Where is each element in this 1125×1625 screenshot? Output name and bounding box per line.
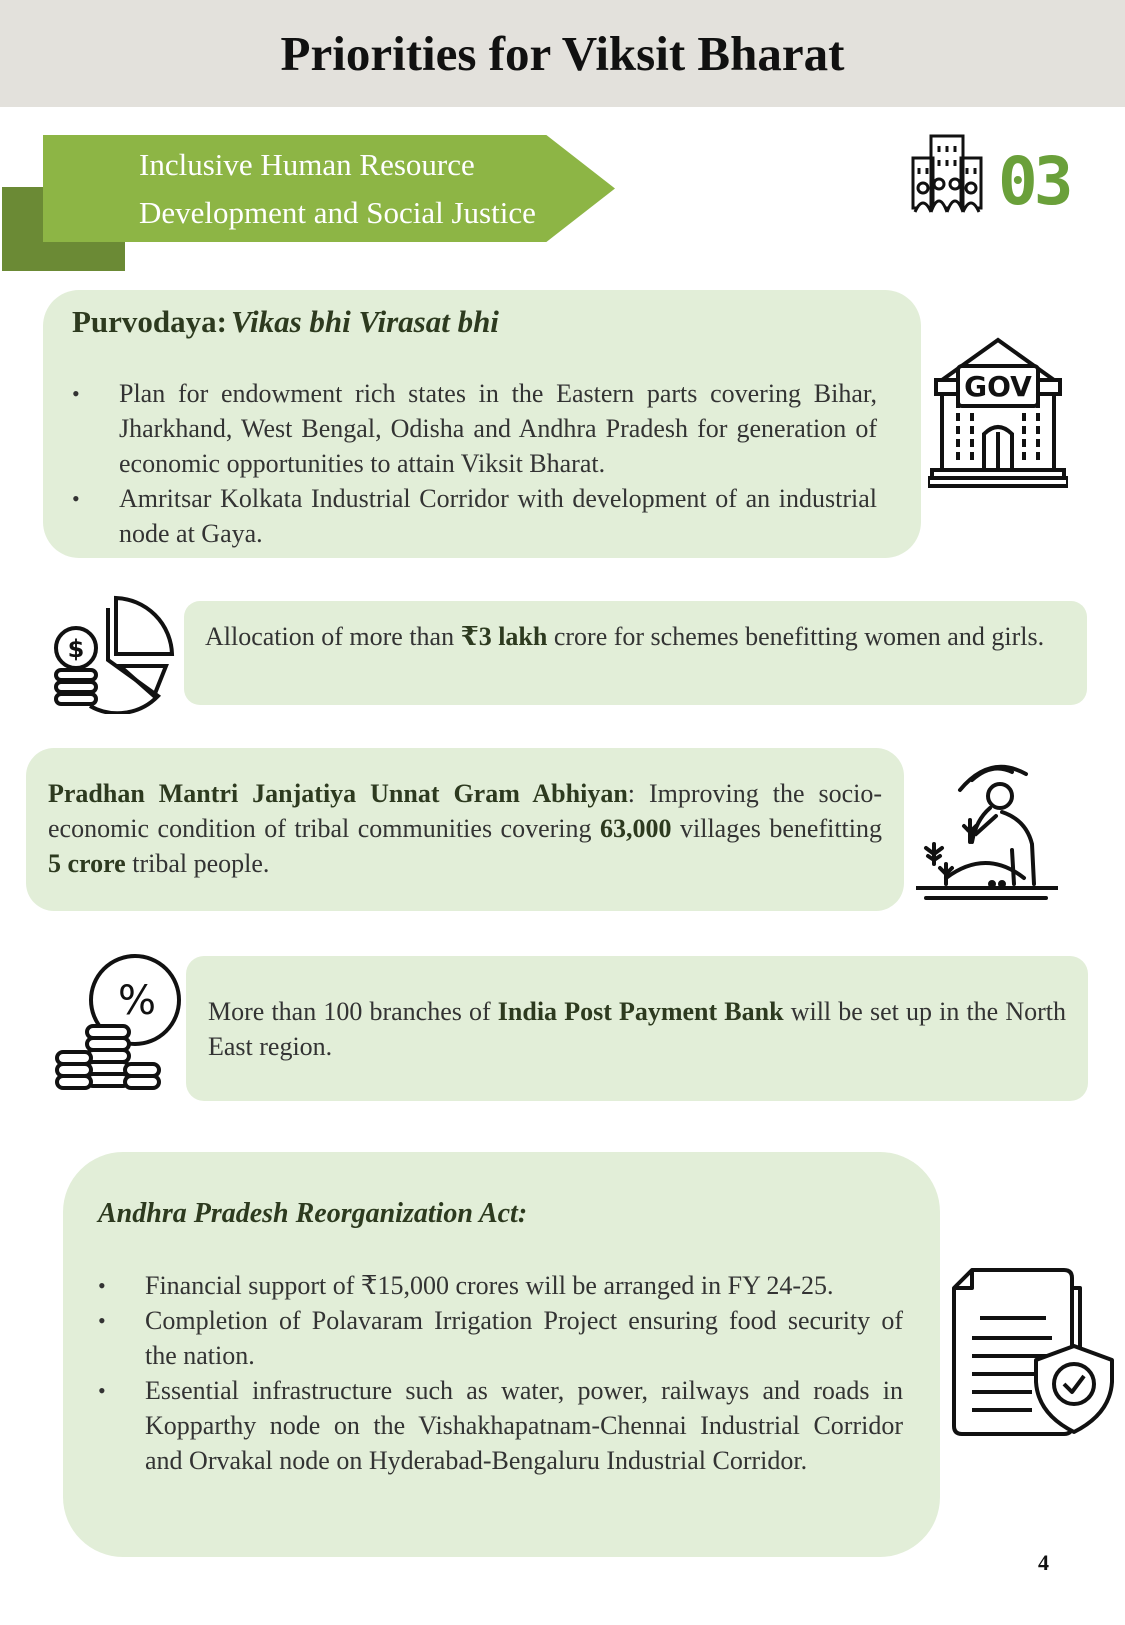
andhra-card bbox=[63, 1152, 940, 1557]
gov-label: GOV bbox=[964, 370, 1032, 403]
andhra-bullet: • Financial support of ₹15,000 crores will be arranged in FY 24-25. bbox=[98, 1268, 903, 1303]
section-title-line1: Inclusive Human Resource bbox=[139, 147, 475, 182]
tribal-people: 5 crore bbox=[48, 849, 126, 878]
purvodaya-title: Purvodaya: bbox=[72, 304, 227, 339]
post-bank-name: India Post Payment Bank bbox=[497, 997, 784, 1026]
tribal-text-3: tribal people. bbox=[125, 849, 270, 878]
farmer-icon bbox=[916, 760, 1058, 900]
percent-sign: % bbox=[117, 978, 157, 1024]
dollar-sign: $ bbox=[67, 635, 85, 663]
post-bank-text-post: will be set up in the North East region. bbox=[208, 997, 1067, 1061]
section-number: 03 bbox=[998, 143, 1070, 220]
purvodaya-subtitle: Vikas bhi Virasat bhi bbox=[231, 304, 499, 339]
government-building-icon bbox=[928, 334, 1068, 490]
andhra-bullet: • Completion of Polavaram Irrigation Project ensuring food security of the nation. bbox=[98, 1303, 903, 1373]
page-title: Priorities for Viksit Bharat bbox=[280, 26, 845, 81]
pie-chart-money-icon bbox=[50, 594, 176, 714]
women-amount: ₹3 lakh bbox=[460, 622, 548, 651]
tribal-villages: 63,000 bbox=[600, 814, 672, 843]
andhra-title: Andhra Pradesh Reorganization Act: bbox=[98, 1198, 528, 1229]
women-text-post: crore for schemes benefitting women and girls. bbox=[547, 622, 1045, 651]
purvodaya-bullet: • Plan for endowment rich states in the Eastern parts covering Bihar, Jharkhand, West Bengal, Odisha and Andhra Pradesh for generation of economic opportunities to attain Viksit Bharat. bbox=[72, 376, 877, 481]
tribal-text-1: : Improving the socio-economic condition of tribal communities covering bbox=[48, 779, 882, 843]
women-allocation-card bbox=[184, 601, 1087, 705]
tribal-scheme-name: Pradhan Mantri Janjatiya Unnat Gram Abhiyan bbox=[48, 779, 628, 808]
page-header bbox=[0, 0, 1125, 107]
purvodaya-bullet: • Amritsar Kolkata Industrial Corridor with development of an industrial node at Gaya. bbox=[72, 481, 877, 551]
section-title-line2: Development and Social Justice bbox=[139, 195, 536, 230]
document-shield-icon bbox=[952, 1266, 1114, 1438]
percent-coins-icon bbox=[55, 950, 183, 1100]
page-number: 4 bbox=[1038, 1550, 1049, 1575]
andhra-bullet: • Essential infrastructure such as water, power, railways and roads in Kopparthy node on the Vishakhapatnam-Chennai Industrial Corridor and Orvakal node on Hyderabad-Bengaluru Industrial Corridor. bbox=[98, 1373, 903, 1478]
tribal-text-2: villages benefitting bbox=[671, 814, 882, 843]
tribal-card bbox=[26, 748, 904, 911]
section-banner-text bbox=[139, 141, 599, 237]
purvodaya-card bbox=[43, 290, 921, 558]
post-bank-card bbox=[186, 956, 1088, 1101]
post-bank-text-pre: More than 100 branches of bbox=[208, 997, 498, 1026]
women-text-pre: Allocation of more than bbox=[205, 622, 461, 651]
city-people-icon bbox=[909, 132, 985, 216]
